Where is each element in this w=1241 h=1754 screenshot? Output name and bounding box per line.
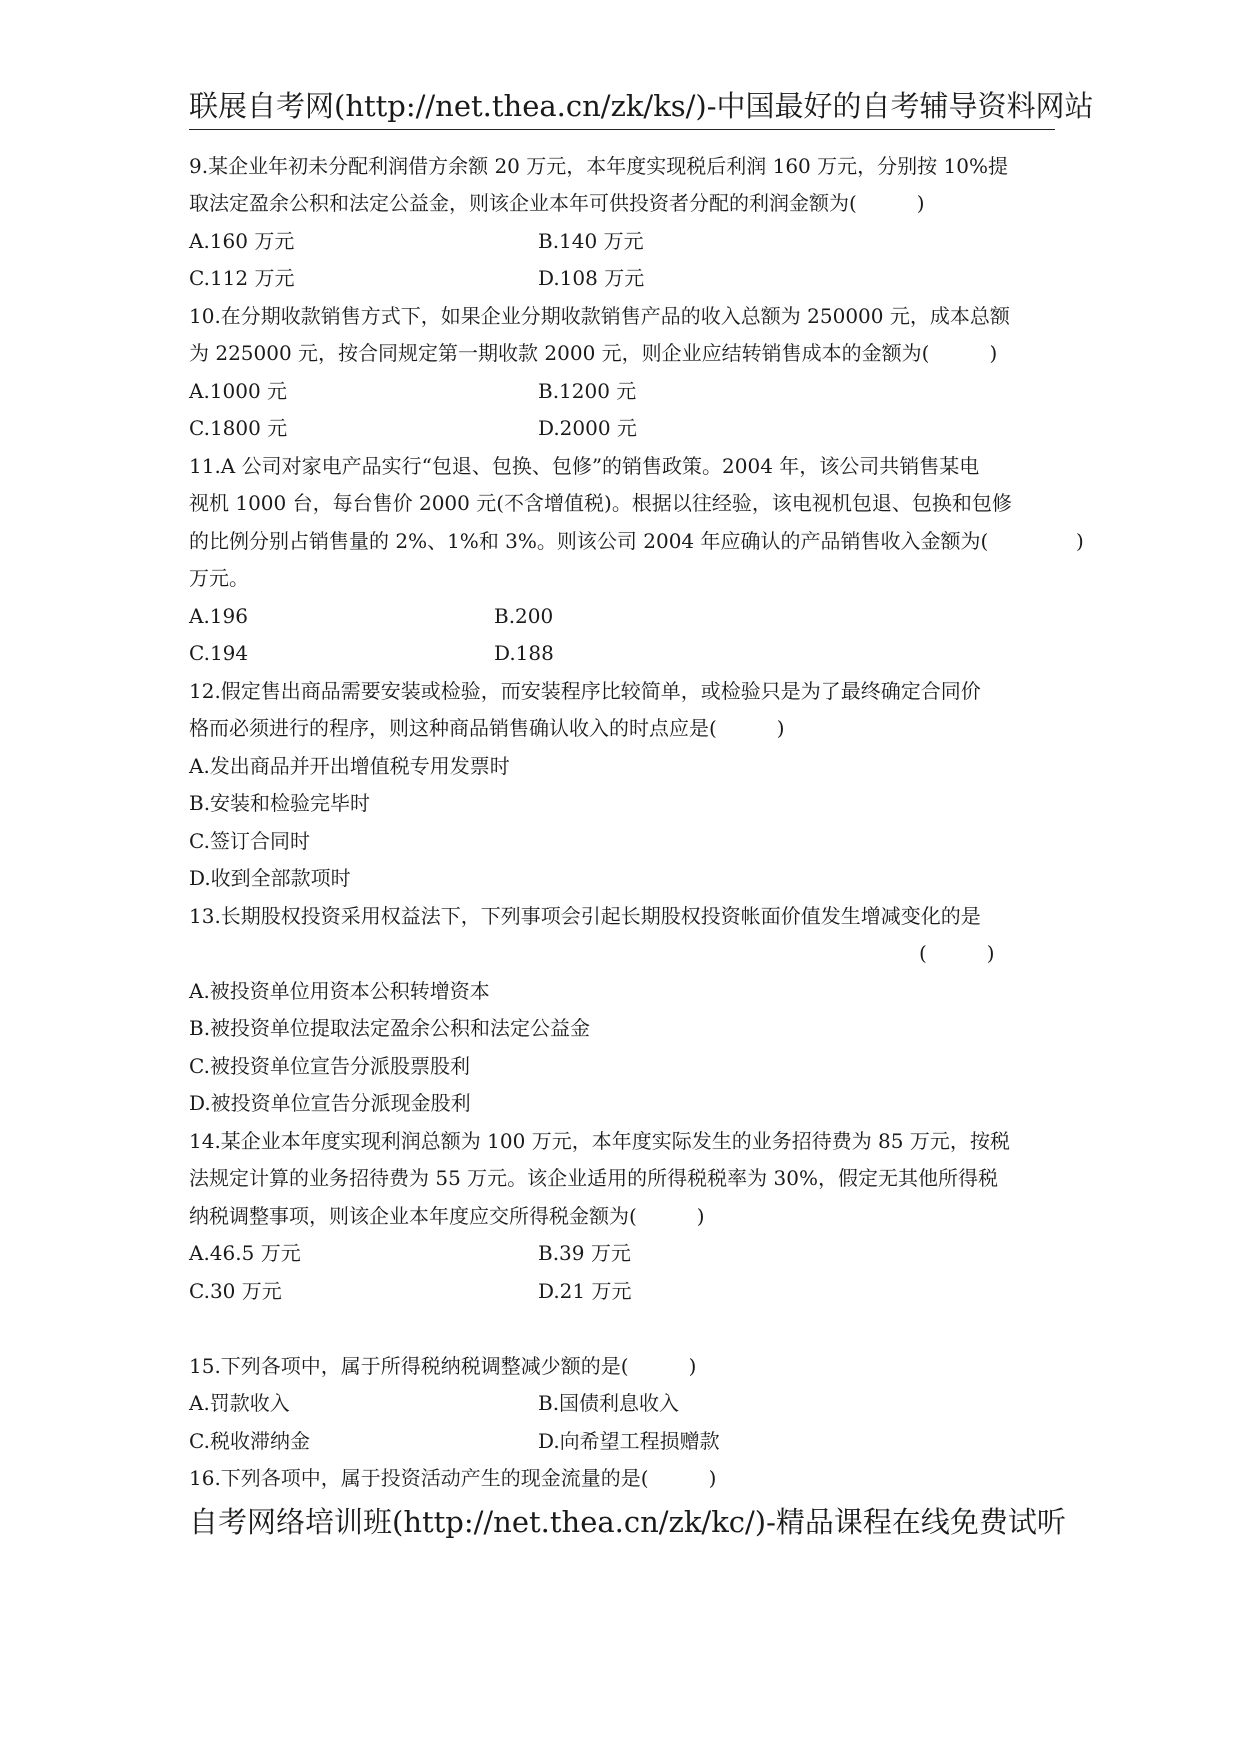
header-divider bbox=[189, 129, 1055, 130]
q13-answer-paren: ( ) bbox=[919, 941, 995, 965]
q15-option-c: C.税收滞纳金 bbox=[189, 1429, 310, 1453]
q14-line-2: 法规定计算的业务招待费为 55 万元。该企业适用的所得税税率为 30%，假定无其他所得税 bbox=[189, 1166, 998, 1190]
q9-option-b: B.140 万元 bbox=[538, 229, 644, 253]
q12-option-c: C.签订合同时 bbox=[189, 829, 310, 853]
q11-option-a: A.196 bbox=[189, 604, 248, 628]
q9-line-2: 取法定盈余公积和法定公益金，则该企业本年可供投资者分配的利润金额为( ) bbox=[189, 191, 925, 215]
q11-line-2: 视机 1000 台，每台售价 2000 元(不含增值税)。根据以往经验，该电视机包退、包换和包修 bbox=[189, 491, 1012, 515]
q14-line-3: 纳税调整事项，则该企业本年度应交所得税金额为( ) bbox=[189, 1204, 705, 1228]
q11-option-b: B.200 bbox=[494, 604, 554, 628]
q12-option-d: D.收到全部款项时 bbox=[189, 866, 351, 890]
q11-line-1: 11.A 公司对家电产品实行“包退、包换、包修”的销售政策。2004 年，该公司共销售某电 bbox=[189, 454, 980, 478]
q12-line-2: 格而必须进行的程序，则这种商品销售确认收入的时点应是( ) bbox=[189, 716, 785, 740]
q11-option-d: D.188 bbox=[494, 641, 554, 665]
q9-option-c: C.112 万元 bbox=[189, 266, 295, 290]
q13-option-a: A.被投资单位用资本公积转增资本 bbox=[189, 979, 490, 1003]
q9-option-a: A.160 万元 bbox=[189, 229, 295, 253]
q13-option-d: D.被投资单位宣告分派现金股利 bbox=[189, 1091, 471, 1115]
q16-line-1: 16.下列各项中，属于投资活动产生的现金流量的是( ) bbox=[189, 1466, 717, 1490]
page-header: 联展自考网(http://net.thea.cn/zk/ks/)-中国最好的自考辅导资料网站 bbox=[189, 89, 1094, 123]
q13-option-b: B.被投资单位提取法定盈余公积和法定公益金 bbox=[189, 1016, 591, 1040]
q11-line-3: 的比例分别占销售量的 2%、1%和 3%。则该公司 2004 年应确认的产品销售收入金额为( bbox=[189, 529, 989, 553]
q14-line-1: 14.某企业本年度实现利润总额为 100 万元，本年度实际发生的业务招待费为 85 万元，按税 bbox=[189, 1129, 1010, 1153]
q9-option-d: D.108 万元 bbox=[538, 266, 645, 290]
q12-line-1: 12.假定售出商品需要安装或检验，而安装程序比较简单，或检验只是为了最终确定合同价 bbox=[189, 679, 981, 703]
q10-line-2: 为 225000 元，按合同规定第一期收款 2000 元，则企业应结转销售成本的金额为( ) bbox=[189, 341, 998, 365]
q10-option-a: A.1000 元 bbox=[189, 379, 288, 403]
q15-option-b: B.国债利息收入 bbox=[538, 1391, 680, 1415]
q12-option-b: B.安装和检验完毕时 bbox=[189, 791, 371, 815]
q10-option-b: B.1200 元 bbox=[538, 379, 637, 403]
q12-option-a: A.发出商品并开出增值税专用发票时 bbox=[189, 754, 510, 778]
q14-option-b: B.39 万元 bbox=[538, 1241, 631, 1265]
q10-line-1: 10.在分期收款销售方式下，如果企业分期收款销售产品的收入总额为 250000 元，成本总额 bbox=[189, 304, 1010, 328]
q15-option-d: D.向希望工程损赠款 bbox=[538, 1429, 720, 1453]
q15-line-1: 15.下列各项中，属于所得税纳税调整减少额的是( ) bbox=[189, 1354, 697, 1378]
q10-option-c: C.1800 元 bbox=[189, 416, 288, 440]
q15-option-a: A.罚款收入 bbox=[189, 1391, 290, 1415]
q11-option-c: C.194 bbox=[189, 641, 249, 665]
q13-option-c: C.被投资单位宣告分派股票股利 bbox=[189, 1054, 470, 1078]
q11-line-4: 万元。 bbox=[189, 566, 249, 590]
q14-option-c: C.30 万元 bbox=[189, 1279, 282, 1303]
page-footer: 自考网络培训班(http://net.thea.cn/zk/kc/)-精品课程在线免费试听 bbox=[189, 1505, 1066, 1539]
q13-line-1: 13.长期股权投资采用权益法下，下列事项会引起长期股权投资帐面价值发生增减变化的是 bbox=[189, 904, 981, 928]
q10-option-d: D.2000 元 bbox=[538, 416, 637, 440]
q11-answer-paren: ) bbox=[1076, 529, 1084, 553]
q14-option-a: A.46.5 万元 bbox=[189, 1241, 301, 1265]
q14-option-d: D.21 万元 bbox=[538, 1279, 632, 1303]
q9-line-1: 9.某企业年初未分配利润借方余额 20 万元，本年度实现税后利润 160 万元，分别按 10%提 bbox=[189, 154, 1008, 178]
